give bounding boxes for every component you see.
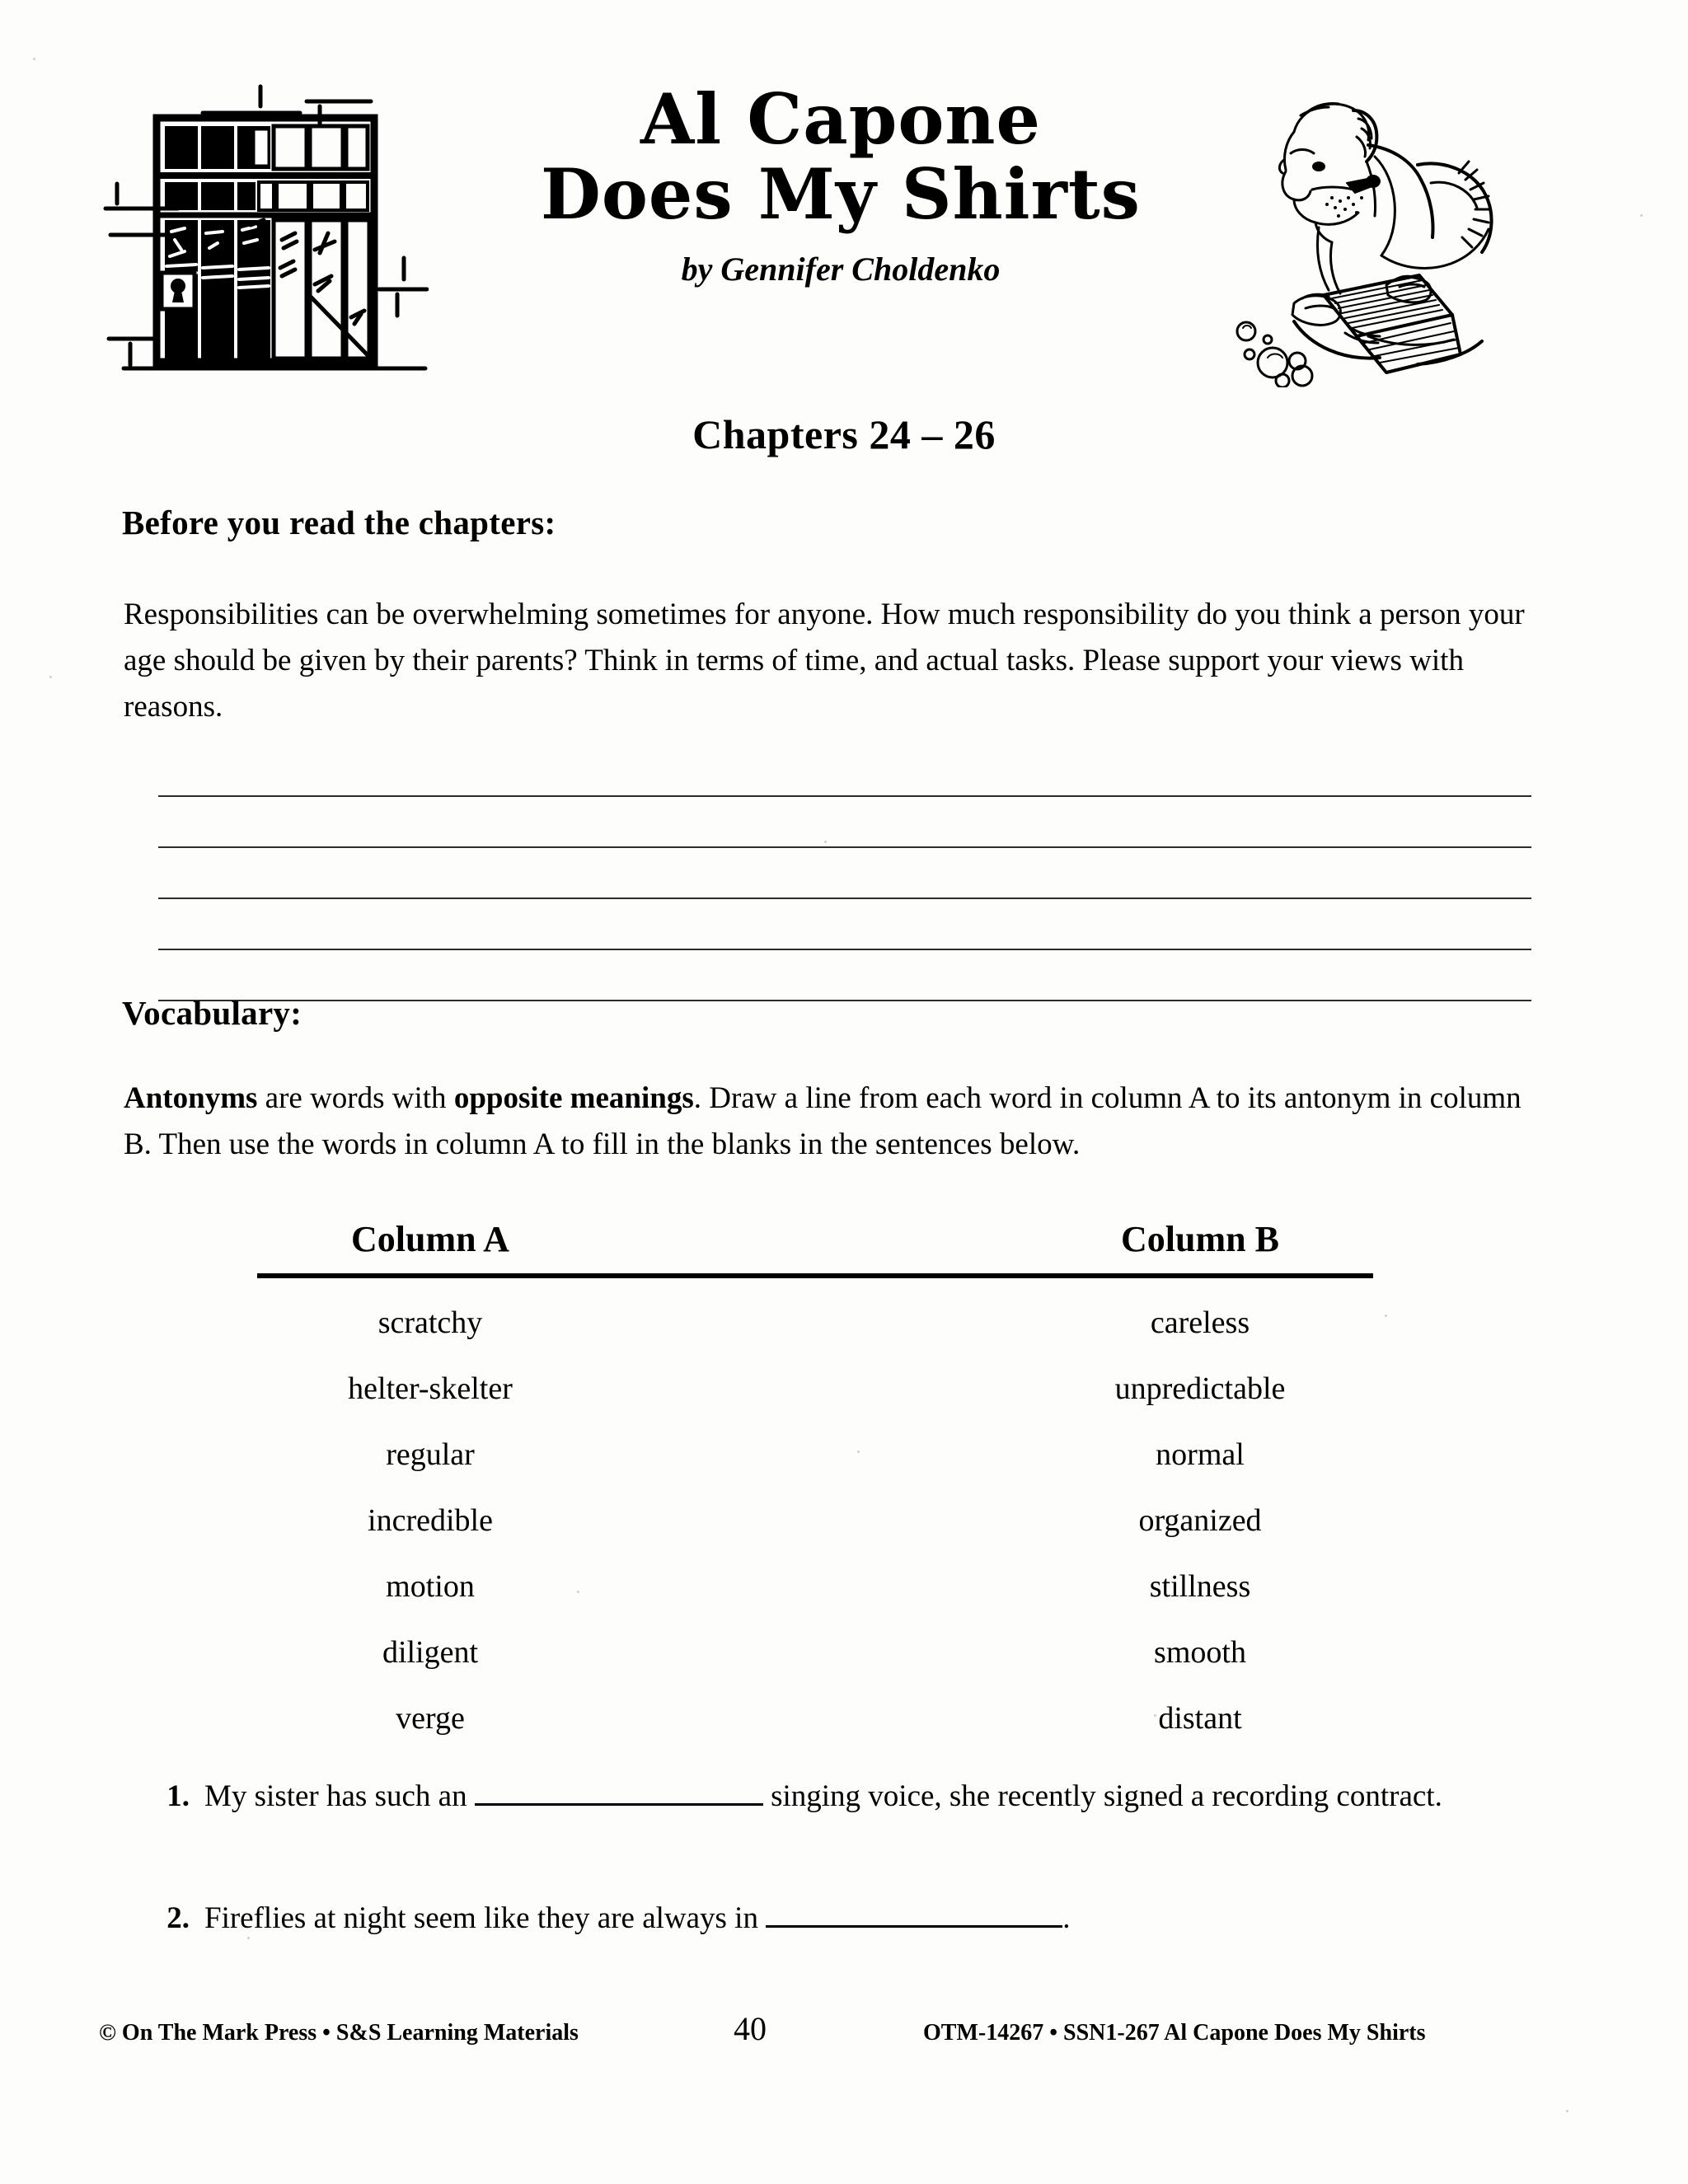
book-title-line-2: Does My Shirts [541, 152, 1141, 235]
page-number: 40 [734, 2010, 767, 2047]
before-you-read-prompt: Responsibilities can be overwhelming sometimes for anyone. How much responsibility do you think a person your age should be given by their parents? Think in terms of time, and actual tasks. Please support your views with reasons. [124, 598, 1525, 724]
column-a-word[interactable]: verge [396, 1701, 465, 1736]
scan-speck [1640, 214, 1643, 217]
table-row [257, 1488, 1373, 1554]
opposite-meanings-term: opposite meanings [453, 1081, 694, 1115]
column-b-word[interactable]: stillness [1149, 1569, 1251, 1604]
scan-speck [33, 58, 35, 60]
list-item [138, 1774, 1540, 1820]
question-text-before: Fireflies at night seem like they are always in [204, 1901, 758, 1935]
page-title: Chapters 24 – 26 [692, 411, 996, 457]
vocab-intro-part-1: are words with [257, 1081, 454, 1115]
list-item [138, 1896, 1540, 1942]
scan-speck [857, 1451, 860, 1453]
question-number: 1. [166, 1779, 190, 1813]
footer-copyright: © On The Mark Press • S&S Learning Materials [99, 2020, 579, 2046]
column-a-word[interactable]: motion [386, 1569, 475, 1604]
question-body [204, 1896, 1540, 1942]
table-row [257, 1422, 1373, 1488]
column-a-word[interactable]: regular [386, 1437, 475, 1472]
column-a-word[interactable]: helter-skelter [348, 1371, 513, 1406]
column-b-word[interactable]: careless [1150, 1305, 1250, 1340]
scan-speck [1154, 1714, 1156, 1717]
scan-speck [824, 841, 827, 843]
answer-line[interactable] [158, 746, 1531, 797]
column-b-word[interactable]: distant [1158, 1701, 1242, 1736]
column-b-word[interactable]: smooth [1154, 1635, 1246, 1670]
table-row [257, 1619, 1373, 1685]
column-b-word[interactable]: normal [1156, 1437, 1245, 1472]
answer-line[interactable] [158, 950, 1531, 1001]
table-rule-divider [257, 1273, 1373, 1278]
footer-product-code: OTM-14267 • SSN1-267 Al Capone Does My Shirts [923, 2020, 1426, 2046]
scan-speck [577, 1591, 579, 1593]
table-row [257, 1356, 1373, 1422]
prison-cell-door-icon [99, 78, 429, 375]
question-number: 2. [166, 1901, 190, 1935]
title-block [445, 78, 1236, 288]
antonyms-term: Antonyms [124, 1081, 258, 1115]
column-b-header: Column B [1121, 1219, 1279, 1259]
antonym-matching-table [257, 1218, 1373, 1751]
column-a-header: Column A [351, 1219, 509, 1259]
answer-line[interactable] [158, 797, 1531, 848]
column-a-word[interactable]: incredible [368, 1503, 493, 1538]
answer-line[interactable] [158, 899, 1531, 950]
column-b-word[interactable]: organized [1138, 1503, 1262, 1538]
question-text-after: . [1062, 1901, 1071, 1935]
table-row [257, 1685, 1373, 1751]
scan-speck [247, 1937, 250, 1939]
question-body [204, 1774, 1540, 1820]
question-text-before: My sister has such an [204, 1779, 467, 1813]
fill-in-blank[interactable] [766, 1925, 1062, 1928]
book-title-line-1: Al Capone [640, 78, 1041, 160]
scan-speck [1566, 2110, 1568, 2112]
page-footer [99, 2009, 1589, 2048]
vocab-intro-part-2: . Draw a line from each word in column A to its antonym in column B. Then use the words in column A to fill in the blanks in the sentences below. [124, 1081, 1522, 1162]
page-header [0, 0, 1688, 396]
book-author: by Gennifer Choldenko [681, 251, 1001, 288]
man-washing-shirts-icon [1170, 74, 1500, 387]
table-row [257, 1290, 1373, 1356]
word-rows [257, 1290, 1373, 1751]
answer-line[interactable] [158, 848, 1531, 899]
answer-lines-group [158, 746, 1531, 1001]
column-b-word[interactable]: unpredictable [1114, 1371, 1286, 1406]
vocabulary-heading: Vocabulary: [122, 994, 302, 1032]
scan-speck [1385, 1315, 1387, 1317]
table-row [257, 1554, 1373, 1619]
before-you-read-heading: Before you read the chapters: [122, 504, 556, 541]
scan-speck [49, 676, 52, 678]
column-headers-row [257, 1218, 1373, 1260]
column-a-word[interactable]: scratchy [377, 1305, 483, 1340]
question-text-after: singing voice, she recently signed a recording contract. [771, 1779, 1442, 1813]
vocabulary-instructions [124, 1076, 1541, 1168]
column-a-word[interactable]: diligent [382, 1635, 479, 1670]
fill-in-blank[interactable] [475, 1803, 763, 1806]
